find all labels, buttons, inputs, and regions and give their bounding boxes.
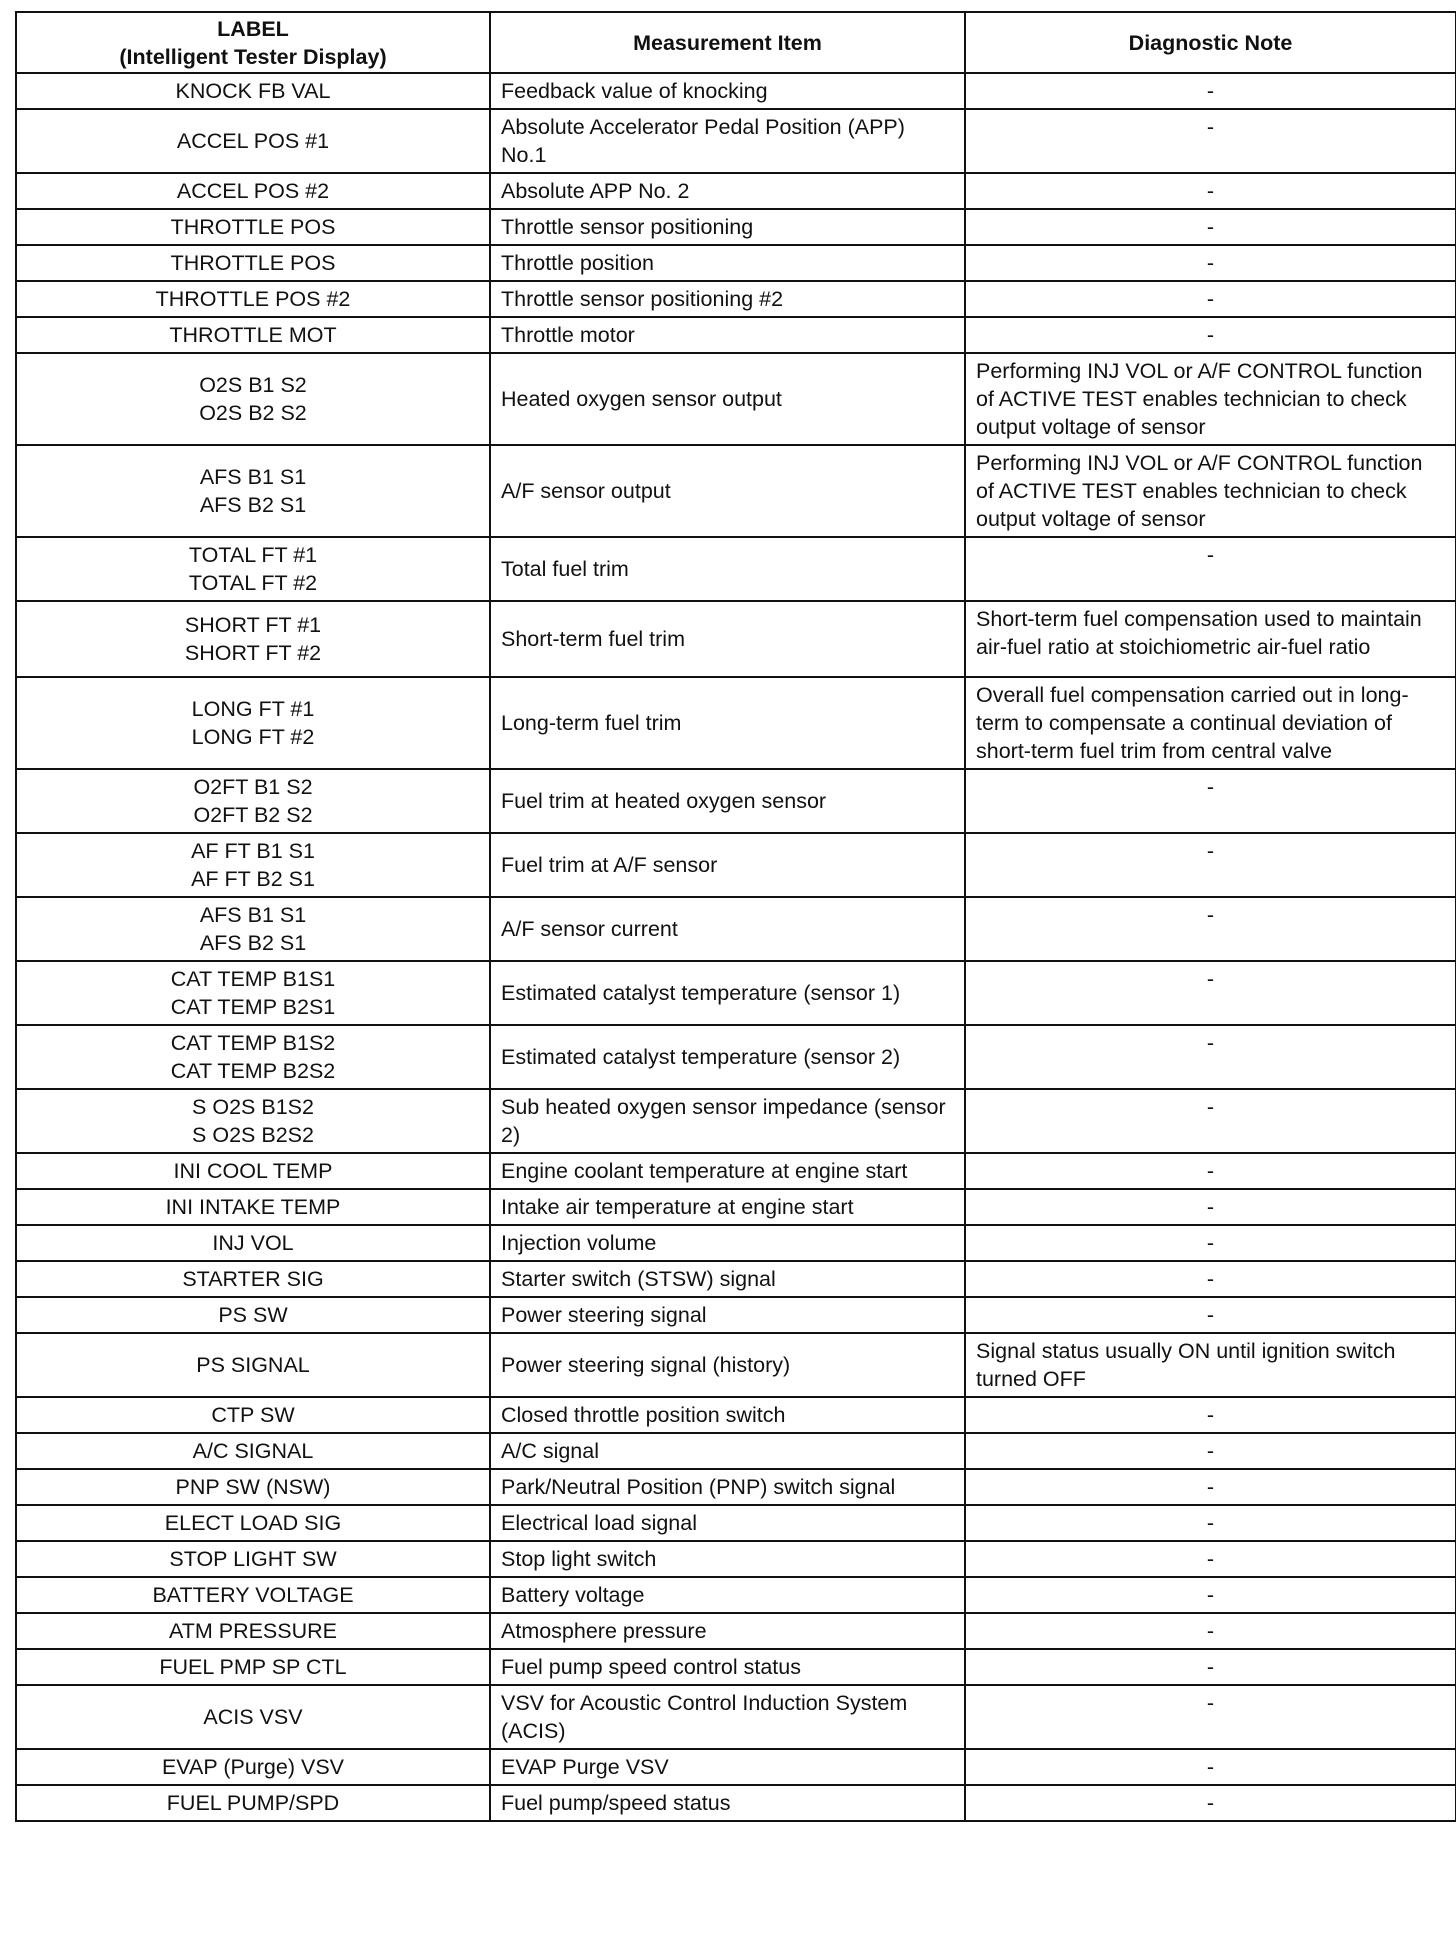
row-measurement-item: Power steering signal xyxy=(490,1297,965,1333)
row-label: KNOCK FB VAL xyxy=(16,73,490,109)
row-diagnostic-note: - xyxy=(965,1225,1456,1261)
row-label: O2FT B1 S2 O2FT B2 S2 xyxy=(16,769,490,833)
row-diagnostic-note: - xyxy=(965,1189,1456,1225)
row-diagnostic-note: - xyxy=(965,1025,1456,1089)
row-measurement-item: Long-term fuel trim xyxy=(490,677,965,769)
data-list-table xyxy=(15,11,1456,1822)
row-diagnostic-note: - xyxy=(965,317,1456,353)
table-row xyxy=(16,1749,1456,1785)
table-row xyxy=(16,1333,1456,1397)
row-diagnostic-note: - xyxy=(965,1261,1456,1297)
row-measurement-item: Atmosphere pressure xyxy=(490,1613,965,1649)
row-measurement-item: Throttle sensor positioning #2 xyxy=(490,281,965,317)
row-label: THROTTLE MOT xyxy=(16,317,490,353)
row-label: CAT TEMP B1S2 CAT TEMP B2S2 xyxy=(16,1025,490,1089)
row-diagnostic-note: - xyxy=(965,1153,1456,1189)
table-row xyxy=(16,1505,1456,1541)
row-label: BATTERY VOLTAGE xyxy=(16,1577,490,1613)
row-label: PS SW xyxy=(16,1297,490,1333)
row-label: ELECT LOAD SIG xyxy=(16,1505,490,1541)
row-diagnostic-note: - xyxy=(965,1577,1456,1613)
header-measurement-item: Measurement Item xyxy=(490,12,965,73)
row-measurement-item: Absolute APP No. 2 xyxy=(490,173,965,209)
row-measurement-item: Injection volume xyxy=(490,1225,965,1261)
row-measurement-item: Short-term fuel trim xyxy=(490,601,965,677)
row-measurement-item: Heated oxygen sensor output xyxy=(490,353,965,445)
table-row xyxy=(16,281,1456,317)
row-diagnostic-note: Overall fuel compensation carried out in long-term to compensate a continual deviation of short-term fuel trim from central valve xyxy=(965,677,1456,769)
row-diagnostic-note: - xyxy=(965,1397,1456,1433)
row-label: S O2S B1S2 S O2S B2S2 xyxy=(16,1089,490,1153)
row-measurement-item: Estimated catalyst temperature (sensor 2) xyxy=(490,1025,965,1089)
row-label: INI COOL TEMP xyxy=(16,1153,490,1189)
table-row xyxy=(16,1469,1456,1505)
row-diagnostic-note: - xyxy=(965,1749,1456,1785)
table-header xyxy=(16,12,1456,73)
row-label: CTP SW xyxy=(16,1397,490,1433)
row-measurement-item: Intake air temperature at engine start xyxy=(490,1189,965,1225)
table-row xyxy=(16,897,1456,961)
header-diagnostic-note: Diagnostic Note xyxy=(965,12,1456,73)
row-measurement-item: A/F sensor current xyxy=(490,897,965,961)
row-measurement-item: A/F sensor output xyxy=(490,445,965,537)
row-measurement-item: Fuel trim at heated oxygen sensor xyxy=(490,769,965,833)
row-label: STARTER SIG xyxy=(16,1261,490,1297)
row-diagnostic-note: Performing INJ VOL or A/F CONTROL function of ACTIVE TEST enables technician to check output voltage of sensor xyxy=(965,445,1456,537)
row-diagnostic-note: - xyxy=(965,209,1456,245)
table-row xyxy=(16,1649,1456,1685)
row-measurement-item: Absolute Accelerator Pedal Position (APP) No.1 xyxy=(490,109,965,173)
table-row xyxy=(16,109,1456,173)
row-label: SHORT FT #1 SHORT FT #2 xyxy=(16,601,490,677)
table-row xyxy=(16,833,1456,897)
table-row xyxy=(16,1785,1456,1821)
table-row xyxy=(16,73,1456,109)
row-label: INI INTAKE TEMP xyxy=(16,1189,490,1225)
row-measurement-item: Park/Neutral Position (PNP) switch signal xyxy=(490,1469,965,1505)
table-row xyxy=(16,1541,1456,1577)
row-measurement-item: Fuel pump speed control status xyxy=(490,1649,965,1685)
table-row xyxy=(16,1397,1456,1433)
row-diagnostic-note: - xyxy=(965,833,1456,897)
table-row xyxy=(16,1153,1456,1189)
row-measurement-item: Engine coolant temperature at engine start xyxy=(490,1153,965,1189)
table-row xyxy=(16,537,1456,601)
table-row xyxy=(16,1297,1456,1333)
row-measurement-item: Estimated catalyst temperature (sensor 1) xyxy=(490,961,965,1025)
table-row xyxy=(16,317,1456,353)
header-label-line1: LABEL xyxy=(217,16,289,41)
row-measurement-item: Power steering signal (history) xyxy=(490,1333,965,1397)
table-row xyxy=(16,353,1456,445)
row-measurement-item: Total fuel trim xyxy=(490,537,965,601)
row-measurement-item: Feedback value of knocking xyxy=(490,73,965,109)
header-label xyxy=(16,12,490,73)
row-diagnostic-note: - xyxy=(965,961,1456,1025)
row-diagnostic-note: - xyxy=(965,1785,1456,1821)
table-row xyxy=(16,601,1456,677)
row-diagnostic-note: - xyxy=(965,109,1456,173)
row-label: FUEL PUMP/SPD xyxy=(16,1785,490,1821)
row-measurement-item: A/C signal xyxy=(490,1433,965,1469)
row-diagnostic-note: - xyxy=(965,1433,1456,1469)
row-diagnostic-note: - xyxy=(965,897,1456,961)
row-label: PS SIGNAL xyxy=(16,1333,490,1397)
header-label-line2: (Intelligent Tester Display) xyxy=(119,44,387,69)
row-label: INJ VOL xyxy=(16,1225,490,1261)
row-label: AFS B1 S1 AFS B2 S1 xyxy=(16,445,490,537)
row-measurement-item: Throttle position xyxy=(490,245,965,281)
table-row xyxy=(16,209,1456,245)
row-measurement-item: Sub heated oxygen sensor impedance (sensor 2) xyxy=(490,1089,965,1153)
row-measurement-item: Electrical load signal xyxy=(490,1505,965,1541)
data-list-table-container xyxy=(15,11,1455,1822)
row-label: CAT TEMP B1S1 CAT TEMP B2S1 xyxy=(16,961,490,1025)
row-measurement-item: VSV for Acoustic Control Induction System (ACIS) xyxy=(490,1685,965,1749)
row-diagnostic-note: Signal status usually ON until ignition switch turned OFF xyxy=(965,1333,1456,1397)
row-measurement-item: Fuel pump/speed status xyxy=(490,1785,965,1821)
table-row xyxy=(16,1089,1456,1153)
row-diagnostic-note: - xyxy=(965,1613,1456,1649)
row-diagnostic-note: - xyxy=(965,281,1456,317)
row-measurement-item: Starter switch (STSW) signal xyxy=(490,1261,965,1297)
row-measurement-item: Throttle sensor positioning xyxy=(490,209,965,245)
row-label: FUEL PMP SP CTL xyxy=(16,1649,490,1685)
table-row xyxy=(16,769,1456,833)
row-label: THROTTLE POS xyxy=(16,209,490,245)
row-label: TOTAL FT #1 TOTAL FT #2 xyxy=(16,537,490,601)
row-measurement-item: Battery voltage xyxy=(490,1577,965,1613)
row-label: A/C SIGNAL xyxy=(16,1433,490,1469)
table-row xyxy=(16,445,1456,537)
row-diagnostic-note: Short-term fuel compensation used to maintain air-fuel ratio at stoichiometric air-fuel ratio xyxy=(965,601,1456,677)
row-label: THROTTLE POS #2 xyxy=(16,281,490,317)
row-measurement-item: Stop light switch xyxy=(490,1541,965,1577)
row-diagnostic-note: - xyxy=(965,1505,1456,1541)
table-row xyxy=(16,1613,1456,1649)
row-diagnostic-note: - xyxy=(965,769,1456,833)
row-label: AF FT B1 S1 AF FT B2 S1 xyxy=(16,833,490,897)
header-row xyxy=(16,12,1456,73)
row-label: ACCEL POS #1 xyxy=(16,109,490,173)
row-label: AFS B1 S1 AFS B2 S1 xyxy=(16,897,490,961)
row-label: O2S B1 S2 O2S B2 S2 xyxy=(16,353,490,445)
row-diagnostic-note: - xyxy=(965,1469,1456,1505)
table-row xyxy=(16,173,1456,209)
row-label: STOP LIGHT SW xyxy=(16,1541,490,1577)
table-row xyxy=(16,1433,1456,1469)
table-row xyxy=(16,1225,1456,1261)
table-row xyxy=(16,245,1456,281)
row-label: ACIS VSV xyxy=(16,1685,490,1749)
row-diagnostic-note: - xyxy=(965,537,1456,601)
row-label: LONG FT #1 LONG FT #2 xyxy=(16,677,490,769)
row-label: ACCEL POS #2 xyxy=(16,173,490,209)
row-measurement-item: EVAP Purge VSV xyxy=(490,1749,965,1785)
table-row xyxy=(16,1189,1456,1225)
row-measurement-item: Closed throttle position switch xyxy=(490,1397,965,1433)
row-diagnostic-note: - xyxy=(965,1297,1456,1333)
row-diagnostic-note: - xyxy=(965,173,1456,209)
table-row xyxy=(16,1577,1456,1613)
row-label: ATM PRESSURE xyxy=(16,1613,490,1649)
row-label: PNP SW (NSW) xyxy=(16,1469,490,1505)
table-row xyxy=(16,961,1456,1025)
row-label: THROTTLE POS xyxy=(16,245,490,281)
row-measurement-item: Fuel trim at A/F sensor xyxy=(490,833,965,897)
row-diagnostic-note: - xyxy=(965,1649,1456,1685)
row-diagnostic-note: Performing INJ VOL or A/F CONTROL function of ACTIVE TEST enables technician to check output voltage of sensor xyxy=(965,353,1456,445)
table-row xyxy=(16,1685,1456,1749)
row-diagnostic-note: - xyxy=(965,1089,1456,1153)
table-row xyxy=(16,1261,1456,1297)
row-measurement-item: Throttle motor xyxy=(490,317,965,353)
row-label: EVAP (Purge) VSV xyxy=(16,1749,490,1785)
table-body xyxy=(16,73,1456,1821)
row-diagnostic-note: - xyxy=(965,245,1456,281)
row-diagnostic-note: - xyxy=(965,1541,1456,1577)
row-diagnostic-note: - xyxy=(965,1685,1456,1749)
table-row xyxy=(16,1025,1456,1089)
table-row xyxy=(16,677,1456,769)
row-diagnostic-note: - xyxy=(965,73,1456,109)
